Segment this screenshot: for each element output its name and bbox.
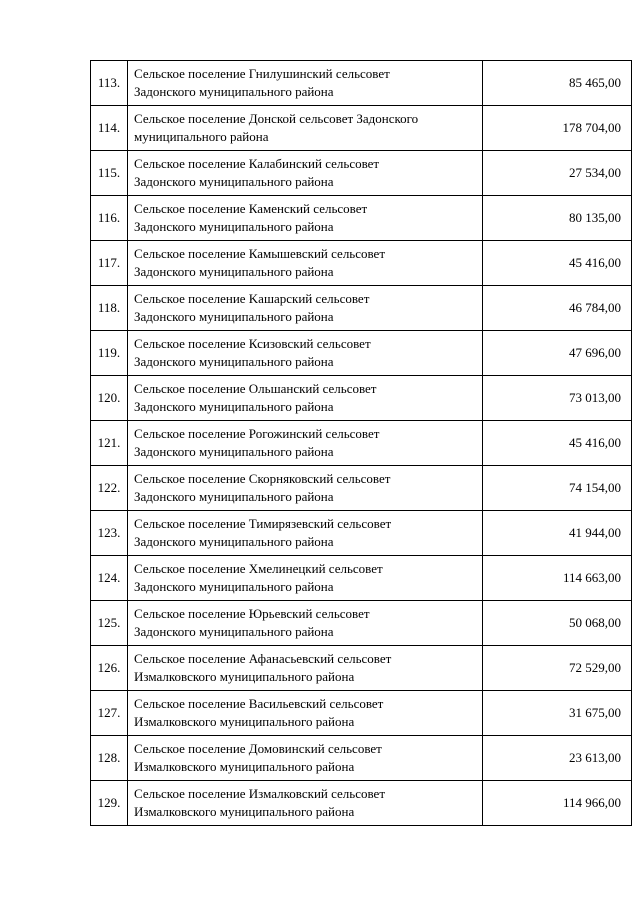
- row-number: 116.: [91, 196, 128, 241]
- table-row: [91, 601, 632, 646]
- row-number: 121.: [91, 421, 128, 466]
- settlement-name-line2: Измалковского муниципального района: [134, 804, 355, 819]
- table-row: [91, 691, 632, 736]
- table-row: [91, 736, 632, 781]
- settlement-name-line2: Задонского муниципального района: [134, 219, 334, 234]
- amount-value: 114 966,00: [483, 781, 632, 826]
- settlement-name-line1: Сельское поселение Ксизовский сельсовет: [134, 336, 371, 351]
- table-row: [91, 106, 632, 151]
- settlement-name-line1: Сельское поселение Рогожинский сельсовет: [134, 426, 380, 441]
- settlement-name-line1: Сельское поселение Камышевский сельсовет: [134, 246, 386, 261]
- amount-value: 85 465,00: [483, 61, 632, 106]
- settlement-name-line1: Сельское поселение Донской сельсовет Задонского: [134, 111, 419, 126]
- settlement-name: [128, 241, 483, 286]
- settlement-name: [128, 466, 483, 511]
- settlement-name: [128, 781, 483, 826]
- table-row: [91, 466, 632, 511]
- settlement-name-line1: Сельское поселение Калабинский сельсовет: [134, 156, 380, 171]
- amount-value: 50 068,00: [483, 601, 632, 646]
- document-page: [90, 60, 621, 826]
- settlement-name-line1: Сельское поселение Каменский сельсовет: [134, 201, 368, 216]
- settlement-name-line1: Сельское поселение Гнилушинский сельсовет: [134, 66, 390, 81]
- settlement-name-line1: Сельское поселение Хмелинецкий сельсовет: [134, 561, 383, 576]
- settlement-name: [128, 421, 483, 466]
- row-number: 123.: [91, 511, 128, 556]
- row-number: 122.: [91, 466, 128, 511]
- table-row: [91, 331, 632, 376]
- amount-value: 114 663,00: [483, 556, 632, 601]
- amount-value: 80 135,00: [483, 196, 632, 241]
- settlement-name-line2: Задонского муниципального района: [134, 399, 334, 414]
- settlement-name-line2: Задонского муниципального района: [134, 174, 334, 189]
- row-number: 119.: [91, 331, 128, 376]
- settlement-name-line2: Задонского муниципального района: [134, 309, 334, 324]
- amount-value: 23 613,00: [483, 736, 632, 781]
- settlement-name: [128, 196, 483, 241]
- table-row: [91, 781, 632, 826]
- table-row: [91, 286, 632, 331]
- table-row: [91, 61, 632, 106]
- amount-value: 72 529,00: [483, 646, 632, 691]
- row-number: 115.: [91, 151, 128, 196]
- settlement-name: [128, 376, 483, 421]
- settlement-name-line2: Измалковского муниципального района: [134, 669, 355, 684]
- table-row: [91, 511, 632, 556]
- row-number: 117.: [91, 241, 128, 286]
- settlement-name-line1: Сельское поселение Kашарский сельсовет: [134, 291, 370, 306]
- settlement-name-line2: Задонского муниципального района: [134, 444, 334, 459]
- table-row: [91, 241, 632, 286]
- settlement-name: [128, 61, 483, 106]
- row-number: 113.: [91, 61, 128, 106]
- settlement-name-line2: муниципального района: [134, 129, 269, 144]
- settlement-name: [128, 106, 483, 151]
- row-number: 124.: [91, 556, 128, 601]
- table-row: [91, 376, 632, 421]
- table-row: [91, 646, 632, 691]
- row-number: 118.: [91, 286, 128, 331]
- amount-value: 45 416,00: [483, 421, 632, 466]
- allocation-table-body: [91, 61, 632, 826]
- amount-value: 46 784,00: [483, 286, 632, 331]
- row-number: 125.: [91, 601, 128, 646]
- amount-value: 74 154,00: [483, 466, 632, 511]
- settlement-name-line1: Сельское поселение Скорняковский сельсовет: [134, 471, 391, 486]
- settlement-name-line2: Задонского муниципального района: [134, 624, 334, 639]
- settlement-name-line2: Измалковского муниципального района: [134, 759, 355, 774]
- table-row: [91, 196, 632, 241]
- settlement-name-line2: Задонского муниципального района: [134, 84, 334, 99]
- settlement-name-line1: Сельское поселение Васильевский сельсовет: [134, 696, 384, 711]
- table-row: [91, 421, 632, 466]
- allocation-table: [90, 60, 632, 826]
- amount-value: 41 944,00: [483, 511, 632, 556]
- amount-value: 178 704,00: [483, 106, 632, 151]
- settlement-name: [128, 646, 483, 691]
- settlement-name-line2: Задонского муниципального района: [134, 264, 334, 279]
- amount-value: 45 416,00: [483, 241, 632, 286]
- settlement-name: [128, 331, 483, 376]
- settlement-name-line1: Сельское поселение Ольшанский сельсовет: [134, 381, 377, 396]
- row-number: 120.: [91, 376, 128, 421]
- settlement-name: [128, 691, 483, 736]
- amount-value: 27 534,00: [483, 151, 632, 196]
- table-row: [91, 556, 632, 601]
- settlement-name-line2: Задонского муниципального района: [134, 579, 334, 594]
- amount-value: 31 675,00: [483, 691, 632, 736]
- settlement-name-line1: Сельское поселение Афанасьевский сельсовет: [134, 651, 392, 666]
- settlement-name-line2: Измалковского муниципального района: [134, 714, 355, 729]
- settlement-name: [128, 286, 483, 331]
- row-number: 126.: [91, 646, 128, 691]
- settlement-name: [128, 736, 483, 781]
- row-number: 127.: [91, 691, 128, 736]
- settlement-name: [128, 511, 483, 556]
- row-number: 129.: [91, 781, 128, 826]
- settlement-name: [128, 556, 483, 601]
- row-number: 128.: [91, 736, 128, 781]
- settlement-name-line2: Задонского муниципального района: [134, 354, 334, 369]
- amount-value: 47 696,00: [483, 331, 632, 376]
- settlement-name-line1: Сельское поселение Тимирязевский сельсовет: [134, 516, 392, 531]
- settlement-name-line1: Сельское поселение Измалковский сельсовет: [134, 786, 386, 801]
- settlement-name-line1: Сельское поселение Домовинский сельсовет: [134, 741, 382, 756]
- settlement-name: [128, 601, 483, 646]
- settlement-name-line2: Задонского муниципального района: [134, 534, 334, 549]
- settlement-name: [128, 151, 483, 196]
- settlement-name-line1: Сельское поселение Юрьевский сельсовет: [134, 606, 370, 621]
- amount-value: 73 013,00: [483, 376, 632, 421]
- row-number: 114.: [91, 106, 128, 151]
- settlement-name-line2: Задонского муниципального района: [134, 489, 334, 504]
- table-row: [91, 151, 632, 196]
